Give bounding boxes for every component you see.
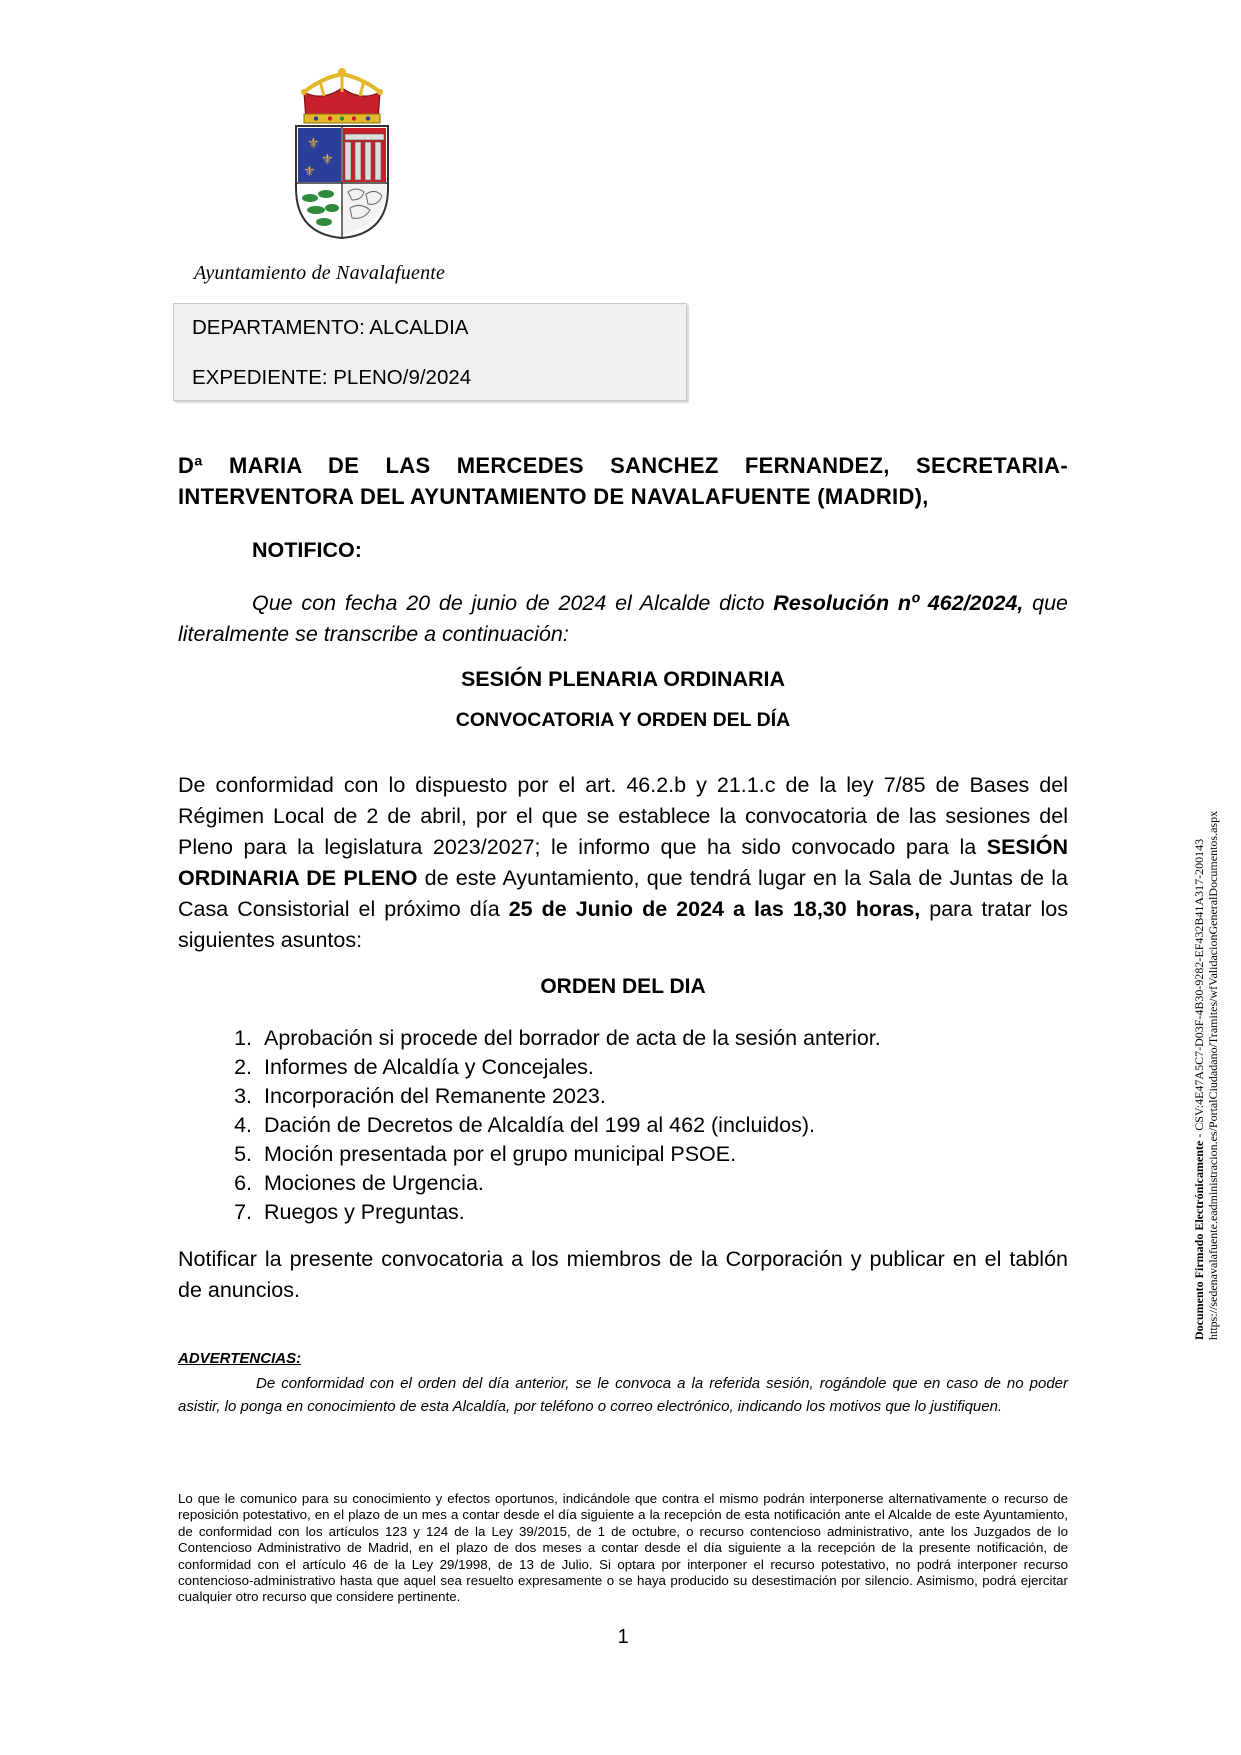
main-text-2: de este Ayuntamiento, que tendrá lugar en la Sala de Juntas de la Casa Consistorial el próximo día bbox=[178, 866, 1068, 921]
department-label: DEPARTAMENTO: ALCALDIA bbox=[192, 316, 469, 339]
agenda-title: ORDEN DEL DIA bbox=[540, 975, 706, 998]
agenda-item bbox=[210, 1024, 881, 1053]
resolution-number: Resolución nº 462/2024, bbox=[773, 591, 1024, 615]
page-number: 1 bbox=[617, 1626, 629, 1648]
session-title: SESIÓN PLENARIA ORDINARIA bbox=[460, 667, 786, 691]
legal-notice: Lo que le comunico para su conocimiento y efectos oportunos, indicándole que contra el mismo podrán interponerse alternativamente o recurso de reposición potestativo, en el plazo de un mes a contar desde el día siguiente a la recepción de esta notificación ante el Alcalde de este Ayuntamiento, de conformidad con los artículos 123 y 124 de la Ley 39/2015, de 1 de octubre, o recurso contencioso administrativo, ante los Juzgados de lo Contencioso Administrativo de Madrid, en el plazo de dos meses a contar desde el día siguiente a la recepción de la presente notificación, de conformidad con el artículo 46 de la Ley 29/1998, de 13 de Julio. Si optara por interponer el recurso potestativo, no podrá interponer recurso contencioso-administrativo hasta que aquel sea resuelto expresamente o se haya producido su desestimación por silencio. Asimismo, podrá ejercitar cualquier otro recurso que considere pertinente. bbox=[178, 1491, 1068, 1605]
agenda-item bbox=[210, 1111, 881, 1140]
agenda-item-number: 4. bbox=[234, 1113, 252, 1137]
main-paragraph bbox=[178, 770, 1068, 956]
agenda-item bbox=[210, 1169, 881, 1198]
notifico-heading: NOTIFICO: bbox=[252, 538, 362, 562]
stamp-validation-url[interactable]: https://sedenavalafuente.eadministracion.es/PortalCiudadano/Tramites/wfValidacionGeneralDocumentos.aspx bbox=[1206, 810, 1220, 1340]
convocation-title: CONVOCATORIA Y ORDEN DEL DÍA bbox=[455, 709, 791, 731]
electronic-signature-stamp bbox=[1192, 700, 1232, 1340]
agenda-item bbox=[210, 1053, 881, 1082]
agenda-item-text: Ruegos y Preguntas. bbox=[264, 1200, 465, 1224]
certifier-line-1: Dª MARIA DE LAS MERCEDES SANCHEZ FERNANDEZ, SECRETARIA- bbox=[178, 453, 1068, 478]
session-type-bold: SESIÓN ORDINARIA DE PLENO bbox=[178, 835, 1068, 890]
file-info-box bbox=[173, 303, 687, 401]
agenda-item-text: Mociones de Urgencia. bbox=[264, 1171, 484, 1195]
agenda-list bbox=[210, 1024, 881, 1227]
notify-paragraph: Notificar la presente convocatoria a los miembros de la Corporación y publicar en el tablón de anuncios. bbox=[178, 1247, 1068, 1302]
agenda-item-number: 6. bbox=[234, 1171, 252, 1195]
warnings-label: ADVERTENCIAS: bbox=[178, 1350, 302, 1367]
coat-of-arms-icon bbox=[292, 68, 392, 240]
svg-text:⚜: ⚜ bbox=[321, 152, 334, 168]
warnings-body: De conformidad con el orden del día anterior, se le convoca a la referida sesión, rogándole que en caso de no poder asistir, lo ponga en conocimiento de esta Alcaldía, por teléfono o correo electrónico, indicando los motivos que lo justifiquen. bbox=[178, 1375, 1068, 1415]
session-date-bold: 25 de Junio de 2024 a las 18,30 horas, bbox=[508, 897, 921, 921]
agenda-item-number: 2. bbox=[234, 1055, 252, 1079]
svg-text:⚜: ⚜ bbox=[303, 164, 316, 180]
svg-text:⚜: ⚜ bbox=[307, 136, 320, 152]
stamp-csv: - CSV:4E47A5C7-D03F-4B30-9282-EF432B41A317-200143 bbox=[1192, 838, 1206, 1141]
file-number-label: EXPEDIENTE: PLENO/9/2024 bbox=[192, 366, 472, 389]
agenda-item-text: Dación de Decretos de Alcaldía del 199 al 462 (incluidos). bbox=[264, 1113, 815, 1137]
main-text-3: para tratar los siguientes asuntos: bbox=[178, 897, 1068, 952]
agenda-item-number: 5. bbox=[234, 1142, 252, 1166]
agenda-item-number: 1. bbox=[234, 1026, 252, 1050]
agenda-item bbox=[210, 1198, 881, 1227]
agenda-item-number: 7. bbox=[234, 1200, 252, 1224]
agenda-item bbox=[210, 1082, 881, 1111]
agenda-item-text: Informes de Alcaldía y Concejales. bbox=[264, 1055, 594, 1079]
organization-name: Ayuntamiento de Navalafuente bbox=[194, 262, 446, 284]
agenda-item-text: Moción presentada por el grupo municipal PSOE. bbox=[264, 1142, 737, 1166]
intro-text-1: Que con fecha 20 de junio de 2024 el Alcalde dicto bbox=[252, 591, 774, 615]
agenda-item-text: Aprobación si procede del borrador de acta de la sesión anterior. bbox=[264, 1026, 881, 1050]
agenda-item-number: 3. bbox=[234, 1084, 252, 1108]
certifier-heading bbox=[178, 450, 1068, 512]
stamp-title: Documento Firmado Electrónicamente bbox=[1192, 1140, 1206, 1340]
warnings-text bbox=[178, 1372, 1068, 1418]
intro-text-2: que literalmente se transcribe a continuación: bbox=[178, 591, 1068, 646]
agenda-item bbox=[210, 1140, 881, 1169]
main-text-1: De conformidad con lo dispuesto por el art. 46.2.b y 21.1.c de la ley 7/85 de Bases del Régimen Local de 2 de abril, por el que se establece la convocatoria de las sesiones del Pleno para la legislatura 2023/2027; le informo que ha sido convocado para la bbox=[178, 773, 1068, 859]
agenda-item-text: Incorporación del Remanente 2023. bbox=[264, 1084, 606, 1108]
certifier-line-2: INTERVENTORA DEL AYUNTAMIENTO DE NAVALAFUENTE (MADRID), bbox=[178, 484, 929, 509]
intro-paragraph bbox=[178, 588, 1068, 650]
